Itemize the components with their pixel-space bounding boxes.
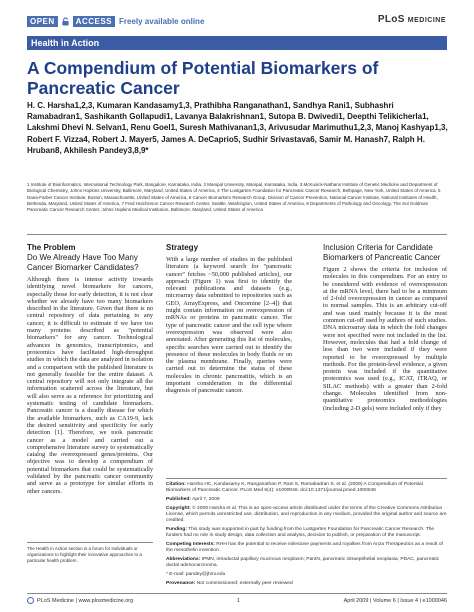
problem-subheading: Do We Already Have Too Many Cancer Biomarker Candidates?: [27, 253, 139, 272]
article-title: A Compendium of Potential Biomarkers of Pancreatic Cancer: [27, 58, 379, 98]
competing-interests: Competing Interests: RHH has the potential to receive milestone payments and royalties from Anza Therapeutics as a result of the mesothelin invention.: [166, 542, 443, 554]
inclusion-body: Figure 2 shows the criteria for inclusion of molecules in this compendium. For an entry to be considered with evidence of overexpression at the mRNA level, there had to be a minimum of 2-fold overexpression in cancer as compared to normal samples. This is an arbitrary cut-off and was used mainly because it is the most common cut-off used by authors of such studies. DNA microarray data in which the fold changes were not specified were not included in the list. However, molecules that had a fold change of less than two were included if they were reported to be overexpressed by multiple methods. For the protein-level evidence, a given protein was included if the quantitative proteomics was used (e.g., ICAT, iTRAQ, or SILAC methods) with a greater than 2-fold change. Molecules identified from non-quantitative proteomics methodologies (including 2-D gels) were included only if they: [323, 266, 447, 412]
journal-plos: PLoS: [377, 14, 405, 25]
author-list: H. C. Harsha1,2,3, Kumaran Kandasamy1,3, Prathibha Ranganathan1, Sandhya Rani1, Subhashri Ramabadran1, Sashikanth Gollapudi1, Lavanya Balakrishnan1, Sutopa B. Dwivedi1, Deepthi Telikicherla1, Lakshmi Dhevi N. Selvan1, Renu Goel1, Suresh Mathivanan1,3, Arivusudar Marimuthu1,2,3, Manoj Kashyap1,3, Robert F. Vizza4, Robert J. Mayer5, James A. DeCaprio5, Sudhir Srivastava6, Samir M. Hanash7, Ralph H. Hruban8, Akhilesh Pandey3,8,9*: [27, 101, 448, 155]
plos-logo-icon: [27, 597, 34, 604]
problem-body: Although there is intense activity towards identifying novel biomarkers for cancers, especially those for early detection, it is not clear whether we already have too many biomarkers described in the literature. Given that there is no central repository of data pertaining to any cancer, it is difficult to estimate if we have too many proteins described as "potential biomarkers" for any cancer. Technological advances in genomics, transcriptomics, and proteomics have facilitated high-throughput studies in which the data are analyzed in isolation and a comparison with the published literature is not generally feasible for the entire dataset. A central repository will not only integrate all the information scattered across the literature, but will also serve as a reference for prioritizing and systematic testing of candidate biomarkers. Pancreatic cancer is a deadly disease for which the available biomarkers, such as CA19-9, lack the desired sensitivity and specificity for early detection [1]. Therefore, we took pancreatic cancer as a model and carried out a comprehensive literature survey to systematically catalog the overexpressed genes/proteins. Our objective was to develop a compendium of potential biomarkers that could be systematically validated by the pancreatic cancer community and serve as a prototype for similar efforts in other cancers.: [27, 276, 153, 495]
open-lock-icon: [61, 17, 70, 26]
footer-journal: [27, 597, 133, 604]
inclusion-heading: Inclusion Criteria for Candidate Biomarkers of Pancreatic Cancer: [323, 243, 441, 262]
funding: Funding: This study was supported in part by funding from the Lustgarten Foundation for Pancreatic Cancer Research. The funders had no role in study design, data collection and analysis, decision to publish, or preparation of the manuscript.: [166, 527, 435, 539]
article-info: [166, 478, 447, 590]
copyright: Copyright: © 2009 Harsha et al. This is an open-access article distributed under the terms of the Creative Commons Attribution License, which permits unrestricted use, distribution, and reproduction in any medium, provided the original author and source are credited.: [166, 505, 447, 524]
strategy-heading: Strategy: [166, 243, 199, 252]
free-online-label: Freely available online: [119, 17, 205, 26]
email: * E-mail: pandey@jhmi.edu: [166, 572, 226, 577]
section-bar: Health in Action: [27, 36, 447, 50]
strategy-body: With a large number of studies in the published literature (a keyword search for "pancreatic cancer" fetches ~50,000 published articles), our approach (Figure 1) was first to identify the relevant publications and datasets (e.g., microarray data submitted to repositories such as GEO, ArrayExpress, and Oncomine [2–4]) that might contain information on overexpression of mRNAs or proteins in pancreatic cancer. The type of pancreatic cancer and the cell type where overexpression was observed were also annotated. After generating this list of molecules, specific searches were carried out to identify the presence of these molecules in body fluids or on the plasma membrane. Finally, queries were carried out to determine the status of these molecules in chronic pancreatitis, which is an important consideration in the differential diagnosis of pancreatic cancer.: [166, 256, 292, 395]
journal-logo: [378, 14, 446, 25]
footer-url[interactable]: PLoS Medicine | www.plosmedicine.org: [37, 597, 134, 604]
abbreviations: Abbreviations: IPMN, intraductal papillary mucinous neoplasm; PanIN, pancreatic intraepithelial neoplasia; PDAC, pancreatic ductal adenocarcinoma.: [166, 557, 440, 569]
column-inclusion: [323, 243, 447, 412]
open-access-badge: [27, 16, 204, 27]
citation: Citation: Harsha HC, Kandasamy K, Ranganathan P, Rani S, Ramabadran S, et al. (2009) A Compendium of Potential Biomarkers of Pancreatic Cancer. PLoS Med 6(4): e1000046. doi:10.1371/journal.pmed.1000046: [166, 482, 423, 494]
email-link[interactable]: pandey@jhmi.edu: [185, 572, 226, 577]
journal-medicine: MEDICINE: [407, 17, 446, 24]
access-label: ACCESS: [73, 16, 115, 27]
open-label: OPEN: [27, 16, 58, 27]
page-footer: [27, 593, 447, 604]
page-number: 1: [236, 597, 240, 604]
column-problem: [27, 243, 153, 495]
issue-info: April 2009 | Volume 6 | Issue 4 | e1000046: [343, 597, 447, 604]
published: Published: April 7, 2009: [166, 497, 220, 502]
section-footnote: The Health in Action section is a forum for individuals or organizations to highlight their innovative approaches to a particular health problem.: [27, 542, 153, 563]
divider: [27, 234, 447, 235]
provenance: Provenance: Not commissioned; externally peer reviewed: [166, 580, 293, 586]
affiliations: 1 Institute of Bioinformatics, International Technology Park, Bangalore, Karnataka, India, 2 Manipal University, Manipal, Karnataka, India, 3 McKusick-Nathans Institute of Genetic Medicine and Department of Biological Chemistry, Johns Hopkins University, Baltimore, Maryland, United States of America, 4 The Lustgarten Foundation for Pancreatic Cancer Research, Bethpage, New York, United States of America, 5 Dana-Farber Cancer Institute, Boston, Massachusetts, United States of America, 6 Cancer Biomarkers Research Group, Division of Cancer Prevention, National Cancer Institute, National Institutes of Health, Bethesda, Maryland, United States of America, 7 Fred Hutchinson Cancer Research Center, Seattle, Washington, United States of America, 8 Departments of Pathology and Oncology, The Sol Goldman Pancreatic Cancer Research Center, Johns Hopkins Medical Institution, Baltimore, Maryland, United States of America: [27, 182, 441, 213]
column-strategy: [166, 243, 292, 395]
problem-heading: The Problem: [27, 243, 76, 252]
